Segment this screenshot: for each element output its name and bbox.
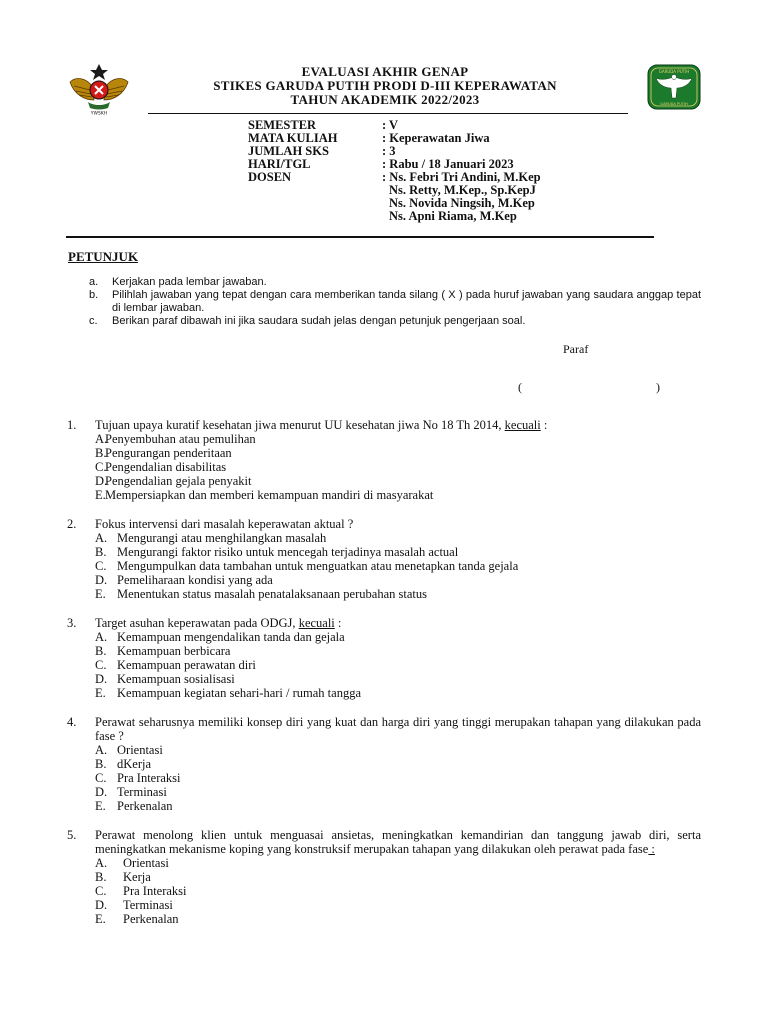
answer-option[interactable] xyxy=(67,559,701,573)
semester-value: : V xyxy=(382,118,399,132)
option-text: Menentukan status masalah penatalaksanaan perubahan status xyxy=(117,587,427,601)
answer-option[interactable] xyxy=(67,488,701,502)
option-text: Pra Interaksi xyxy=(117,771,181,785)
option-letter: B. xyxy=(95,446,107,460)
institution-name: STIKES GARUDA PUTIH PRODI D-III KEPERAWATAN xyxy=(213,78,557,93)
instruction-item xyxy=(89,289,701,315)
question-emphasis: : xyxy=(648,842,655,856)
campus-shield-icon xyxy=(647,64,701,110)
answer-option[interactable] xyxy=(67,912,701,926)
question-number: 4. xyxy=(67,715,77,729)
question-1 xyxy=(67,418,701,502)
option-letter: D. xyxy=(95,785,108,799)
question-number: 5. xyxy=(67,828,77,842)
option-text: Pra Interaksi xyxy=(123,884,187,898)
answer-option[interactable] xyxy=(67,432,701,446)
lecturer-value: Ns. Apni Riama, M.Kep xyxy=(389,209,517,223)
option-letter: E. xyxy=(95,686,106,700)
question-text: Perawat seharusnya memiliki konsep diri yang kuat dan harga diri yang tinggi merupakan tahapan yang dilakukan pada fase ? xyxy=(95,715,701,743)
question-text: Perawat menolong klien untuk menguasai ansietas, meningkatkan kemandirian dan tanggung jawab diri, serta meningkatkan mekanisme koping yang konstruksif merupakan tahapan yang dilakukan oleh perawat pada fase xyxy=(95,828,701,856)
semester-label: SEMESTER xyxy=(248,118,317,132)
question-emphasis: kecuali xyxy=(298,616,335,630)
instruction-item xyxy=(89,276,701,289)
option-letter: E. xyxy=(95,799,106,813)
option-text: Pengendalian disabilitas xyxy=(105,460,227,474)
instruction-marker: a. xyxy=(89,276,99,288)
answer-option[interactable] xyxy=(67,587,701,601)
option-letter: A. xyxy=(95,432,108,446)
option-letter: B. xyxy=(95,545,107,559)
question-3 xyxy=(67,616,701,700)
credits-label: JUMLAH SKS xyxy=(248,144,329,158)
section-divider xyxy=(66,236,654,238)
question-emphasis: kecuali xyxy=(504,418,541,432)
answer-option[interactable] xyxy=(67,672,701,686)
option-text: Mengurangi atau menghilangkan masalah xyxy=(117,531,327,545)
academic-year: TAHUN AKADEMIK 2022/2023 xyxy=(290,92,480,107)
question-text: Fokus intervensi dari masalah keperawatan aktual ? xyxy=(95,517,354,531)
answer-option[interactable] xyxy=(67,785,701,799)
signature-close-paren: ) xyxy=(656,380,660,394)
answer-option[interactable] xyxy=(67,870,701,884)
answer-option[interactable] xyxy=(67,531,701,545)
question-list xyxy=(67,418,701,941)
option-text: Kemampuan sosialisasi xyxy=(117,672,235,686)
question-5 xyxy=(67,828,701,926)
institution-emblem-icon xyxy=(64,60,134,116)
option-letter: B. xyxy=(95,870,107,884)
question-number: 3. xyxy=(67,616,77,630)
option-text: dKerja xyxy=(117,757,152,771)
right-logo-caption-bottom: GARUDA PUTIH xyxy=(660,102,688,106)
option-text: Orientasi xyxy=(117,743,163,757)
option-letter: E. xyxy=(95,488,106,502)
option-letter: C. xyxy=(95,884,107,898)
right-logo-caption-top: GARUDA PUTIH xyxy=(658,69,690,74)
answer-option[interactable] xyxy=(67,644,701,658)
option-letter: D. xyxy=(95,573,108,587)
lecturer-value: Ns. Retty, M.Kep., Sp.KepJ xyxy=(389,183,536,197)
option-text: Perkenalan xyxy=(123,912,179,926)
credits-value: : 3 xyxy=(382,144,396,158)
answer-option[interactable] xyxy=(67,799,701,813)
date-label: HARI/TGL xyxy=(248,157,311,171)
left-logo-caption: YWSKH xyxy=(90,111,108,116)
answer-option[interactable] xyxy=(67,757,701,771)
instruction-marker: c. xyxy=(89,315,98,327)
instruction-text: Kerjakan pada lembar jawaban. xyxy=(112,276,267,288)
option-letter: C. xyxy=(95,559,107,573)
course-info xyxy=(248,119,541,223)
option-text: Mengurangi faktor risiko untuk mencegah terjadinya masalah actual xyxy=(117,545,459,559)
signature-open-paren: ( xyxy=(518,380,522,394)
question-4 xyxy=(67,715,701,813)
option-letter: A. xyxy=(95,856,108,870)
option-letter: A. xyxy=(95,743,108,757)
exam-title: EVALUASI AKHIR GENAP xyxy=(301,64,469,79)
lecturer-label: DOSEN xyxy=(248,170,292,184)
course-label: MATA KULIAH xyxy=(248,131,338,145)
header-divider xyxy=(148,113,628,114)
option-text: Terminasi xyxy=(123,898,173,912)
answer-option[interactable] xyxy=(67,884,701,898)
option-letter: A. xyxy=(95,630,108,644)
option-text: Kemampuan perawatan diri xyxy=(117,658,256,672)
option-text: Mengumpulkan data tambahan untuk menguatkan atau menetapkan tanda gejala xyxy=(117,559,519,573)
signature-field[interactable] xyxy=(518,380,660,395)
paraf-label: Paraf xyxy=(563,342,589,356)
option-text: Penyembuhan atau pemulihan xyxy=(105,432,256,446)
course-value: : Keperawatan Jiwa xyxy=(382,131,490,145)
option-text: Kemampuan mengendalikan tanda dan gejala xyxy=(117,630,345,644)
question-text: Tujuan upaya kuratif kesehatan jiwa menurut UU kesehatan jiwa No 18 Th 2014, xyxy=(95,418,502,432)
answer-option[interactable] xyxy=(67,630,701,644)
option-letter: B. xyxy=(95,757,107,771)
answer-option[interactable] xyxy=(67,856,701,870)
answer-option[interactable] xyxy=(67,686,701,700)
option-text: Terminasi xyxy=(117,785,167,799)
date-value: : Rabu / 18 Januari 2023 xyxy=(382,157,514,171)
option-letter: E. xyxy=(95,587,106,601)
answer-option[interactable] xyxy=(67,771,701,785)
option-text: Kerja xyxy=(123,870,151,884)
option-letter: D. xyxy=(95,474,108,488)
option-text: Pemeliharaan kondisi yang ada xyxy=(117,573,273,587)
question-suffix: : xyxy=(334,616,342,630)
question-number: 1. xyxy=(67,418,77,432)
answer-option[interactable] xyxy=(67,460,701,474)
question-suffix: : xyxy=(540,418,548,432)
option-text: Orientasi xyxy=(123,856,169,870)
option-letter: C. xyxy=(95,460,107,474)
answer-option[interactable] xyxy=(67,474,701,488)
instruction-marker: b. xyxy=(89,289,99,301)
answer-option[interactable] xyxy=(67,658,701,672)
option-letter: D. xyxy=(95,898,108,912)
answer-option[interactable] xyxy=(67,898,701,912)
option-text: Pengurangan penderitaan xyxy=(105,446,232,460)
instructions-list xyxy=(89,276,701,328)
option-text: Mempersiapkan dan memberi kemampuan mandiri di masyarakat xyxy=(105,488,434,502)
option-letter: C. xyxy=(95,771,107,785)
answer-option[interactable] xyxy=(67,446,701,460)
answer-option[interactable] xyxy=(67,545,701,559)
option-text: Kemampuan kegiatan sehari-hari / rumah tangga xyxy=(117,686,362,700)
lecturer-value: : Ns. Febri Tri Andini, M.Kep xyxy=(382,170,541,184)
lecturer-value: Ns. Novida Ningsih, M.Kep xyxy=(389,196,535,210)
instruction-item xyxy=(89,315,701,328)
question-2 xyxy=(67,517,701,601)
option-letter: E. xyxy=(95,912,106,926)
answer-option[interactable] xyxy=(67,743,701,757)
option-text: Perkenalan xyxy=(117,799,173,813)
question-number: 2. xyxy=(67,517,77,531)
option-text: Pengendalian gejala penyakit xyxy=(105,474,252,488)
option-letter: C. xyxy=(95,658,107,672)
question-text: Target asuhan keperawatan pada ODGJ, xyxy=(95,616,296,630)
option-letter: B. xyxy=(95,644,107,658)
option-letter: D. xyxy=(95,672,108,686)
instructions-heading: PETUNJUK xyxy=(68,249,139,264)
answer-option[interactable] xyxy=(67,573,701,587)
option-letter: A. xyxy=(95,531,108,545)
instruction-text: Berikan paraf dibawah ini jika saudara sudah jelas dengan petunjuk pengerjaan soal. xyxy=(112,315,526,327)
instruction-text: Pilihlah jawaban yang tepat dengan cara memberikan tanda silang ( X ) pada huruf jawaban yang saudara anggap tepat di lembar jawaban. xyxy=(112,289,701,314)
option-text: Kemampuan berbicara xyxy=(117,644,231,658)
